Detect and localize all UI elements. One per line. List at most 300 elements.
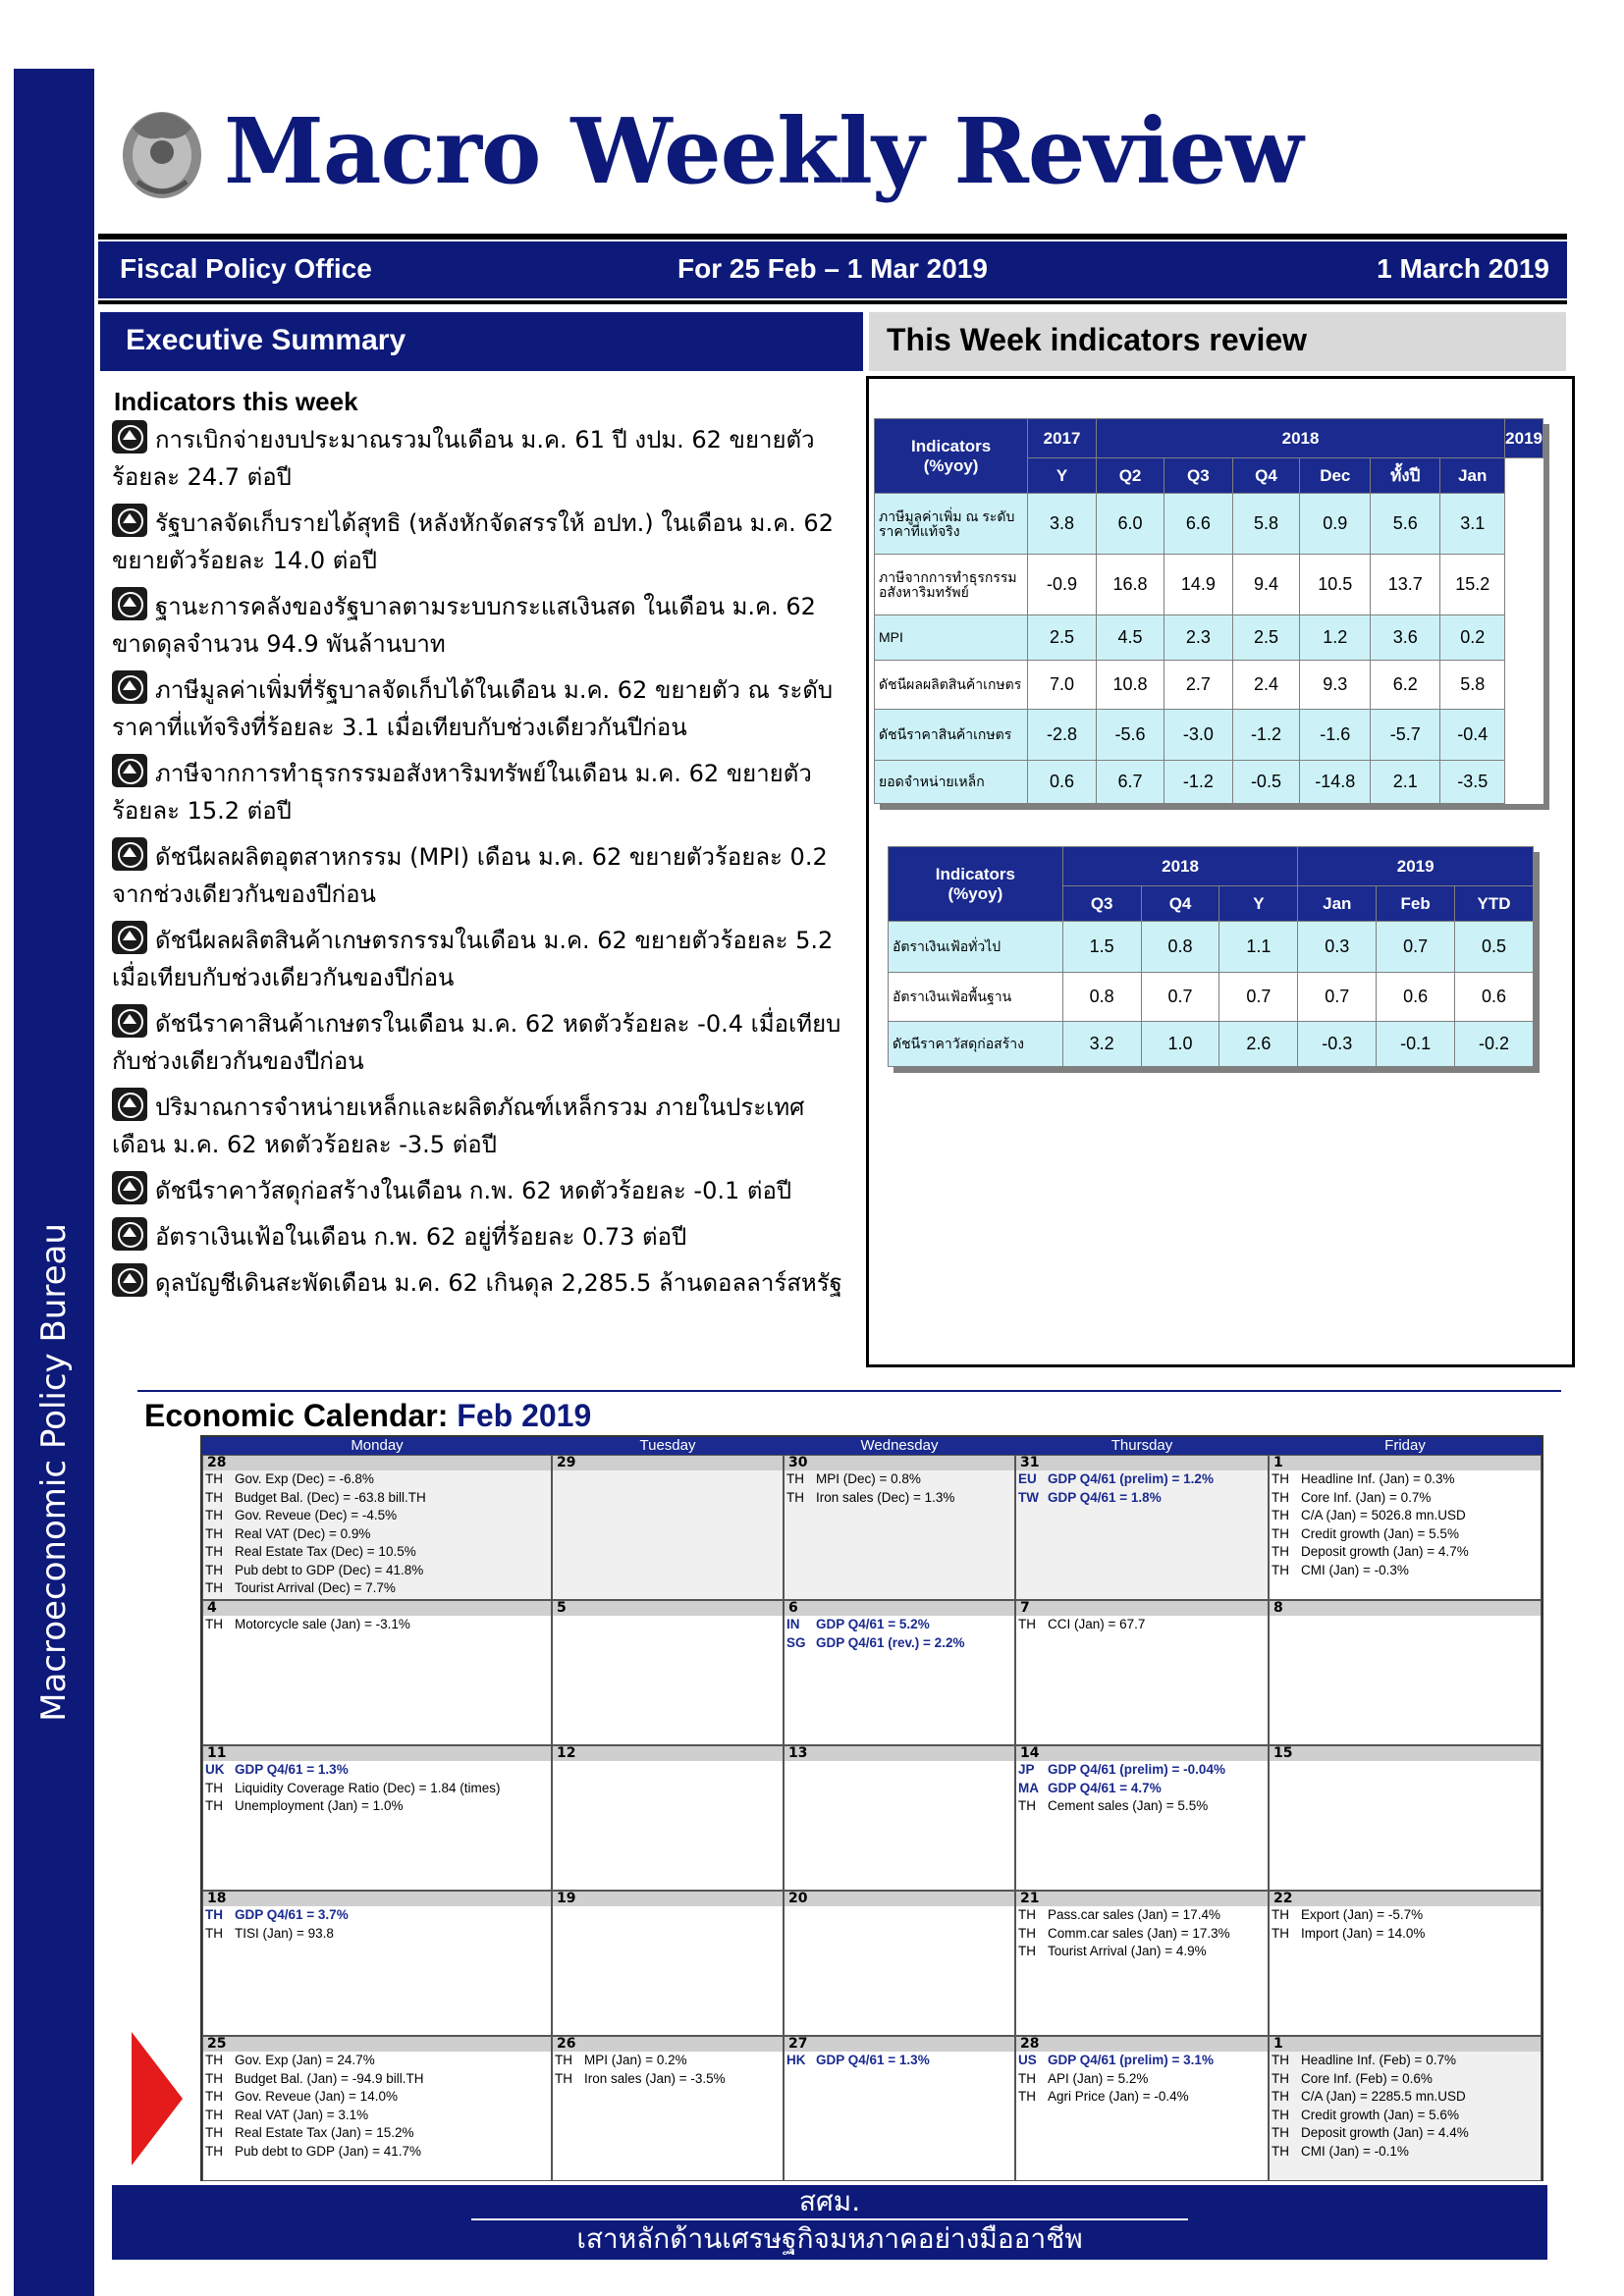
calendar-day-header: Monday: [202, 1437, 552, 1455]
table-row: [875, 494, 1543, 555]
table-row: [889, 1022, 1534, 1067]
country-code: TH: [205, 1907, 223, 1922]
table-cell: 2.5: [1232, 615, 1300, 661]
calendar-event: [1016, 1761, 1268, 1780]
table-cell: 3.6: [1371, 615, 1440, 661]
calendar-day-header: Tuesday: [552, 1437, 784, 1455]
country-code: TH: [1272, 1508, 1289, 1522]
calendar-day-number: 28: [1016, 2037, 1268, 2052]
calendar-cell: [1269, 2036, 1542, 2181]
calendar-rule: [137, 1390, 1561, 1392]
economic-calendar: [200, 1435, 1543, 2181]
country-code: TH: [555, 2053, 572, 2067]
indicators-title: Indicators this week: [114, 387, 358, 416]
table1-period-header: Q4: [1232, 458, 1300, 494]
calendar-cell: [202, 1455, 552, 1600]
calendar-cell: [552, 1891, 784, 2036]
country-code: TH: [205, 1780, 223, 1795]
event-text: C/A (Jan) = 2285.5 mn.USD: [1301, 2089, 1466, 2104]
table-cell: 0.3: [1298, 922, 1377, 973]
table-cell: 6.0: [1096, 494, 1164, 555]
table2-period-header: YTD: [1455, 886, 1534, 922]
calendar-day-number: 4: [203, 1601, 551, 1616]
event-text: Comm.car sales (Jan) = 17.3%: [1048, 1925, 1230, 1941]
event-text: GDP Q4/61 = 1.3%: [816, 2053, 930, 2067]
table-cell: 3.8: [1028, 494, 1097, 555]
table-cell: 0.6: [1377, 973, 1455, 1022]
country-code: TH: [205, 2089, 223, 2104]
calendar-event: [1270, 2124, 1541, 2143]
calendar-day-number: 28: [203, 1456, 551, 1470]
calendar-event: [1270, 1562, 1541, 1580]
row-label: ดัชนีราคาสินค้าเกษตร: [875, 710, 1028, 761]
summary-text: อัตราเงินเฟ้อในเดือน ก.พ. 62 อยู่ที่ร้อยละ 0.73 ต่อปี: [155, 1223, 687, 1251]
summary-item: [112, 1263, 850, 1302]
calendar-event: [203, 1906, 551, 1925]
calendar-event: [203, 1470, 551, 1489]
calendar-event: [1016, 2070, 1268, 2089]
calendar-day-number: 29: [553, 1456, 783, 1470]
country-code: IN: [786, 1617, 800, 1631]
table1-corner: Indicators (%yoy): [875, 419, 1028, 494]
calendar-month: Feb 2019: [457, 1398, 592, 1433]
summary-item: [112, 754, 850, 829]
header-band: [98, 241, 1567, 298]
calendar-event: [1270, 1525, 1541, 1544]
calendar-day-number: 27: [785, 2037, 1014, 2052]
calendar-event: [203, 2070, 551, 2089]
table-cell: 3.1: [1440, 494, 1505, 555]
calendar-day-number: 8: [1270, 1601, 1541, 1616]
summary-text: ภาษีจากการทำธุรกรรมอสังหาริมทรัพย์ในเดือน ม.ค. 62 ขยายตัวร้อยละ 15.2 ต่อปี: [112, 760, 812, 825]
calendar-event: [1270, 1925, 1541, 1944]
calendar-event: [1016, 2052, 1268, 2070]
calendar-cell: [202, 2036, 552, 2181]
table-cell: 1.2: [1300, 615, 1371, 661]
row-label: ภาษีจากการทำธุรกรรมอสังหาริมทรัพย์: [875, 555, 1028, 615]
table-cell: 0.7: [1298, 973, 1377, 1022]
calendar-event: [1270, 2143, 1541, 2162]
summary-item: [112, 1217, 850, 1255]
calendar-event: [1016, 1489, 1268, 1508]
country-code: TH: [1272, 1525, 1289, 1541]
table2-year: 2018: [1062, 847, 1298, 886]
event-text: Credit growth (Jan) = 5.5%: [1301, 1525, 1459, 1541]
calendar-cell: [784, 1745, 1015, 1891]
country-code: TH: [1018, 1925, 1036, 1941]
table2-year: 2019: [1298, 847, 1534, 886]
footer-org: สศม.: [798, 2185, 861, 2217]
table-cell: -1.2: [1232, 710, 1300, 761]
table-row: [875, 761, 1543, 804]
current-week-arrow-icon: [132, 2032, 183, 2165]
table-cell: -0.2: [1455, 1022, 1534, 1067]
event-text: Headline Inf. (Jan) = 0.3%: [1301, 1471, 1455, 1486]
executive-summary-heading: Executive Summary: [100, 312, 863, 371]
calendar-day-number: 19: [553, 1892, 783, 1906]
country-code: TH: [1272, 1471, 1289, 1486]
country-code: TH: [1272, 2053, 1289, 2067]
country-code: MA: [1018, 1780, 1039, 1795]
calendar-event: [1016, 2088, 1268, 2107]
table-cell: 0.7: [1219, 973, 1298, 1022]
event-text: Real Estate Tax (Dec) = 10.5%: [235, 1544, 416, 1559]
event-text: Unemployment (Jan) = 1.0%: [235, 1798, 404, 1813]
country-code: TH: [1272, 2107, 1289, 2122]
event-text: Gov. Reveue (Dec) = -4.5%: [235, 1508, 398, 1522]
table2-period-header: Q4: [1141, 886, 1219, 922]
table1-period-header: Y: [1028, 458, 1097, 494]
event-text: GDP Q4/61 = 1.3%: [235, 1762, 349, 1777]
calendar-cell: [784, 1600, 1015, 1745]
calendar-day-header: Wednesday: [784, 1437, 1015, 1455]
summary-text: รัฐบาลจัดเก็บรายได้สุทธิ (หลังหักจัดสรรให้ อปท.) ในเดือน ม.ค. 62 ขยายตัวร้อยละ 14.0 ต่อปี: [112, 509, 834, 574]
event-text: Deposit growth (Jan) = 4.7%: [1301, 1544, 1469, 1559]
calendar-cell: [1015, 1745, 1269, 1891]
table-cell: 10.8: [1096, 661, 1164, 710]
event-text: Cement sales (Jan) = 5.5%: [1048, 1798, 1209, 1813]
table-cell: -5.7: [1371, 710, 1440, 761]
table-cell: 2.3: [1164, 615, 1232, 661]
table-row: [875, 710, 1543, 761]
country-code: TH: [555, 2070, 572, 2086]
summary-text: ดัชนีผลผลิตสินค้าเกษตรกรรมในเดือน ม.ค. 62 ขยายตัวร้อยละ 5.2 เมื่อเทียบกับช่วงเดียวกันของปีก่อน: [112, 927, 834, 991]
calendar-event: [203, 2143, 551, 2162]
calendar-event: [1270, 2052, 1541, 2070]
calendar-event: [1016, 1906, 1268, 1925]
footer-motto: เสาหลักด้านเศรษฐกิจมหภาคอย่างมืออาชีพ: [576, 2222, 1083, 2255]
summary-item: [112, 670, 850, 746]
table-cell: 6.6: [1164, 494, 1232, 555]
table-cell: 0.7: [1377, 922, 1455, 973]
calendar-event: [785, 1634, 1014, 1653]
table-row: [875, 661, 1543, 710]
table-row: [889, 973, 1534, 1022]
calendar-cell: [202, 1891, 552, 2036]
table1-year: 2019: [1505, 419, 1543, 458]
summary-text: ดัชนีราคาวัสดุก่อสร้างในเดือน ก.พ. 62 หดตัวร้อยละ -0.1 ต่อปี: [155, 1177, 792, 1204]
calendar-event: [1016, 1797, 1268, 1816]
summary-item: [112, 1171, 850, 1209]
calendar-cell: [202, 1600, 552, 1745]
table-cell: 0.6: [1028, 761, 1097, 804]
table2-period-header: Jan: [1298, 886, 1377, 922]
country-code: TH: [205, 1562, 223, 1577]
event-text: GDP Q4/61 = 1.8%: [1048, 1489, 1162, 1505]
row-label: ดัชนีผลผลิตสินค้าเกษตร: [875, 661, 1028, 710]
table-cell: -14.8: [1300, 761, 1371, 804]
arrow-up-bullet-icon: [112, 587, 147, 620]
arrow-up-bullet-icon: [112, 1171, 147, 1204]
table-cell: 1.5: [1062, 922, 1141, 973]
country-code: TH: [205, 1617, 223, 1631]
report-period: For 25 Feb – 1 Mar 2019: [677, 253, 988, 284]
table-cell: 5.6: [1371, 494, 1440, 555]
country-code: TH: [1272, 1544, 1289, 1559]
table1-period-header: Q2: [1096, 458, 1164, 494]
table-cell: 9.3: [1300, 661, 1371, 710]
calendar-event: [203, 2107, 551, 2125]
calendar-event: [203, 1525, 551, 1544]
event-text: CCI (Jan) = 67.7: [1048, 1617, 1146, 1631]
table-cell: 4.5: [1096, 615, 1164, 661]
event-text: MPI (Dec) = 0.8%: [816, 1471, 921, 1486]
week-review-heading: This Week indicators review: [869, 312, 1566, 371]
event-text: Pass.car sales (Jan) = 17.4%: [1048, 1907, 1220, 1922]
row-label: ดัชนีราคาวัสดุก่อสร้าง: [889, 1022, 1063, 1067]
calendar-day-number: 31: [1016, 1456, 1268, 1470]
event-text: CMI (Jan) = -0.1%: [1301, 2143, 1409, 2159]
calendar-event: [1270, 1906, 1541, 1925]
country-code: TH: [205, 1798, 223, 1813]
table-cell: 2.1: [1371, 761, 1440, 804]
header-rule: [98, 234, 1567, 240]
arrow-up-bullet-icon: [112, 504, 147, 537]
calendar-title: Economic Calendar: Feb 2019: [144, 1398, 592, 1433]
calendar-cell: [1269, 1455, 1542, 1600]
calendar-event: [203, 1616, 551, 1634]
table-cell: -3.0: [1164, 710, 1232, 761]
event-text: GDP Q4/61 = 5.2%: [816, 1617, 930, 1631]
summary-text: ดัชนีราคาสินค้าเกษตรในเดือน ม.ค. 62 หดตัวร้อยละ -0.4 เมื่อเทียบกับช่วงเดียวกันของปีก่อน: [112, 1010, 841, 1075]
country-code: TH: [1272, 2143, 1289, 2159]
calendar-event: [1016, 1616, 1268, 1634]
calendar-day-number: 20: [785, 1892, 1014, 1906]
country-code: JP: [1018, 1762, 1035, 1777]
calendar-event: [203, 1925, 551, 1944]
country-code: TH: [1272, 2089, 1289, 2104]
country-code: TH: [786, 1471, 804, 1486]
table-cell: 0.5: [1455, 922, 1534, 973]
table-cell: 1.0: [1141, 1022, 1219, 1067]
country-code: HK: [786, 2053, 806, 2067]
calendar-event: [203, 1507, 551, 1525]
event-text: Core Inf. (Jan) = 0.7%: [1301, 1489, 1432, 1505]
summary-text: ปริมาณการจำหน่ายเหล็กและผลิตภัณฑ์เหล็กรวม ภายในประเทศเดือน ม.ค. 62 หดตัวร้อยละ -3.5 ต่อปี: [112, 1094, 805, 1158]
calendar-event: [1016, 1470, 1268, 1489]
calendar-cell: [784, 1891, 1015, 2036]
event-text: Export (Jan) = -5.7%: [1301, 1907, 1424, 1922]
country-code: TH: [205, 1925, 223, 1941]
summary-text: การเบิกจ่ายงบประมาณรวมในเดือน ม.ค. 61 ปี งปม. 62 ขยายตัวร้อยละ 24.7 ต่อปี: [112, 426, 815, 491]
country-code: UK: [205, 1762, 225, 1777]
country-code: TH: [205, 2070, 223, 2086]
event-text: Real Estate Tax (Jan) = 15.2%: [235, 2125, 414, 2140]
event-text: Liquidity Coverage Ratio (Dec) = 1.84 (times): [235, 1780, 501, 1795]
calendar-cell: [1269, 1891, 1542, 2036]
calendar-cell: [1015, 1891, 1269, 2036]
event-text: Gov. Exp (Dec) = -6.8%: [235, 1471, 374, 1486]
indicators-table-2: [888, 846, 1534, 1067]
event-text: Budget Bal. (Jan) = -94.9 bill.TH: [235, 2070, 424, 2086]
country-code: TH: [205, 1525, 223, 1541]
event-text: Deposit growth (Jan) = 4.4%: [1301, 2125, 1469, 2140]
garuda-logo-icon: [113, 98, 211, 206]
calendar-event: [203, 1489, 551, 1508]
sidebar-band: [14, 69, 94, 2296]
table-cell: 9.4: [1232, 555, 1300, 615]
arrow-up-bullet-icon: [112, 1217, 147, 1251]
table-cell: 7.0: [1028, 661, 1097, 710]
country-code: TH: [205, 1544, 223, 1559]
calendar-day-number: 22: [1270, 1892, 1541, 1906]
calendar-event: [1016, 1780, 1268, 1798]
event-text: Pub debt to GDP (Dec) = 41.8%: [235, 1562, 424, 1577]
summary-item: [112, 420, 850, 496]
arrow-up-bullet-icon: [112, 754, 147, 787]
calendar-day-number: 30: [785, 1456, 1014, 1470]
calendar-cell: [1015, 1455, 1269, 1600]
country-code: TH: [1272, 2125, 1289, 2140]
calendar-day-number: 13: [785, 1746, 1014, 1761]
country-code: TH: [1272, 1925, 1289, 1941]
summary-item: [112, 1004, 850, 1080]
table-cell: -1.6: [1300, 710, 1371, 761]
table-cell: 6.7: [1096, 761, 1164, 804]
event-text: GDP Q4/61 (rev.) = 2.2%: [816, 1634, 965, 1650]
event-text: Iron sales (Jan) = -3.5%: [584, 2070, 726, 2086]
table-cell: 0.9: [1300, 494, 1371, 555]
table2-period-header: Q3: [1062, 886, 1141, 922]
calendar-event: [553, 2052, 783, 2070]
calendar-event: [203, 1562, 551, 1580]
table1-period-header: ทั้งปี: [1371, 458, 1440, 494]
event-text: Agri Price (Jan) = -0.4%: [1048, 2089, 1189, 2104]
table-cell: -0.9: [1028, 555, 1097, 615]
event-text: API (Jan) = 5.2%: [1048, 2070, 1149, 2086]
table2-period-header: Y: [1219, 886, 1298, 922]
event-text: Gov. Reveue (Jan) = 14.0%: [235, 2089, 398, 2104]
calendar-event: [203, 2088, 551, 2107]
event-text: GDP Q4/61 (prelim) = -0.04%: [1048, 1762, 1225, 1777]
calendar-event: [785, 1489, 1014, 1508]
country-code: TH: [1018, 1907, 1036, 1922]
calendar-event: [1270, 1470, 1541, 1489]
summary-item: [112, 921, 850, 996]
calendar-event: [1270, 2088, 1541, 2107]
event-text: GDP Q4/61 (prelim) = 3.1%: [1048, 2053, 1214, 2067]
table-cell: -3.5: [1440, 761, 1505, 804]
table2-corner: Indicators (%yoy): [889, 847, 1063, 922]
event-text: GDP Q4/61 (prelim) = 1.2%: [1048, 1471, 1214, 1486]
calendar-event: [1270, 1489, 1541, 1508]
calendar-event: [1270, 2070, 1541, 2089]
event-text: TISI (Jan) = 93.8: [235, 1925, 334, 1941]
table-cell: 1.1: [1219, 922, 1298, 973]
summary-text: ภาษีมูลค่าเพิ่มที่รัฐบาลจัดเก็บได้ในเดือน ม.ค. 62 ขยายตัว ณ ระดับราคาที่แท้จริงที่ร้อยละ 3.1 เมื่อเทียบกับช่วงเดียวกันปีก่อน: [112, 676, 834, 741]
country-code: TH: [1272, 1907, 1289, 1922]
calendar-day-number: 18: [203, 1892, 551, 1906]
country-code: TH: [1272, 1562, 1289, 1577]
calendar-cell: [552, 2036, 784, 2181]
arrow-up-bullet-icon: [112, 670, 147, 704]
country-code: TH: [1018, 1617, 1036, 1631]
calendar-day-number: 6: [785, 1601, 1014, 1616]
table1-period-header: Jan: [1440, 458, 1505, 494]
country-code: TH: [205, 1471, 223, 1486]
country-code: TH: [786, 1489, 804, 1505]
header-rule-bottom: [98, 300, 1567, 304]
arrow-up-bullet-icon: [112, 1088, 147, 1121]
sidebar-label: Macroeconomic Policy Bureau: [34, 1223, 74, 1722]
calendar-event: [203, 1761, 551, 1780]
country-code: TH: [205, 1489, 223, 1505]
indicators-table-1: [874, 418, 1543, 804]
arrow-up-bullet-icon: [112, 1004, 147, 1038]
calendar-event: [1016, 1943, 1268, 1961]
arrow-up-bullet-icon: [112, 1263, 147, 1297]
event-text: C/A (Jan) = 5026.8 mn.USD: [1301, 1508, 1466, 1522]
calendar-event: [785, 1616, 1014, 1634]
table-cell: 0.2: [1440, 615, 1505, 661]
table-cell: 16.8: [1096, 555, 1164, 615]
country-code: TH: [205, 2107, 223, 2122]
calendar-day-header: Friday: [1269, 1437, 1542, 1455]
calendar-cell: [1269, 1600, 1542, 1745]
event-text: Core Inf. (Feb) = 0.6%: [1301, 2070, 1433, 2086]
calendar-day-number: 15: [1270, 1746, 1541, 1761]
event-text: Gov. Exp (Jan) = 24.7%: [235, 2053, 375, 2067]
event-text: Pub debt to GDP (Jan) = 41.7%: [235, 2143, 421, 2159]
calendar-event: [203, 1780, 551, 1798]
table-cell: 10.5: [1300, 555, 1371, 615]
country-code: TH: [205, 2143, 223, 2159]
table-cell: -5.6: [1096, 710, 1164, 761]
table-cell: 0.8: [1062, 973, 1141, 1022]
table-cell: 6.2: [1371, 661, 1440, 710]
calendar-cell: [1269, 1745, 1542, 1891]
table-row: [875, 555, 1543, 615]
summary-text: ดัชนีผลผลิตอุตสาหกรรม (MPI) เดือน ม.ค. 62 ขยายตัวร้อยละ 0.2 จากช่วงเดียวกันของปีก่อน: [112, 843, 828, 908]
summary-item: [112, 1088, 850, 1163]
summary-text: ดุลบัญชีเดินสะพัดเดือน ม.ค. 62 เกินดุล 2,285.5 ล้านดอลลาร์สหรัฐ: [155, 1269, 842, 1297]
calendar-day-number: 21: [1016, 1892, 1268, 1906]
table-cell: -1.2: [1164, 761, 1232, 804]
event-text: MPI (Jan) = 0.2%: [584, 2053, 687, 2067]
summary-list: [112, 420, 850, 1309]
table-cell: 2.5: [1028, 615, 1097, 661]
row-label: MPI: [875, 615, 1028, 661]
arrow-up-bullet-icon: [112, 921, 147, 954]
summary-item: [112, 504, 850, 579]
row-label: ยอดจำหน่ายเหล็ก: [875, 761, 1028, 804]
event-text: Import (Jan) = 14.0%: [1301, 1925, 1426, 1941]
table1-period-header: Q3: [1164, 458, 1232, 494]
calendar-day-number: 11: [203, 1746, 551, 1761]
table-cell: 0.8: [1141, 922, 1219, 973]
footer-band: [112, 2185, 1547, 2260]
calendar-day-number: 26: [553, 2037, 783, 2052]
event-text: GDP Q4/61 = 4.7%: [1048, 1780, 1162, 1795]
table1-year: 2017: [1028, 419, 1097, 458]
country-code: US: [1018, 2053, 1037, 2067]
row-label: อัตราเงินเฟ้อพื้นฐาน: [889, 973, 1063, 1022]
calendar-day-header: Thursday: [1015, 1437, 1269, 1455]
table-cell: 0.7: [1141, 973, 1219, 1022]
event-text: GDP Q4/61 = 3.7%: [235, 1907, 349, 1922]
table-cell: 14.9: [1164, 555, 1232, 615]
table-cell: 2.7: [1164, 661, 1232, 710]
calendar-cell: [202, 1745, 552, 1891]
row-label: ภาษีมูลค่าเพิ่ม ณ ระดับราคาที่แท้จริง: [875, 494, 1028, 555]
calendar-event: [1270, 2107, 1541, 2125]
event-text: Tourist Arrival (Dec) = 7.7%: [235, 1580, 396, 1595]
calendar-day-number: 25: [203, 2037, 551, 2052]
country-code: TH: [1018, 2070, 1036, 2086]
table-cell: -0.5: [1232, 761, 1300, 804]
summary-item: [112, 587, 850, 663]
calendar-day-number: 5: [553, 1601, 783, 1616]
